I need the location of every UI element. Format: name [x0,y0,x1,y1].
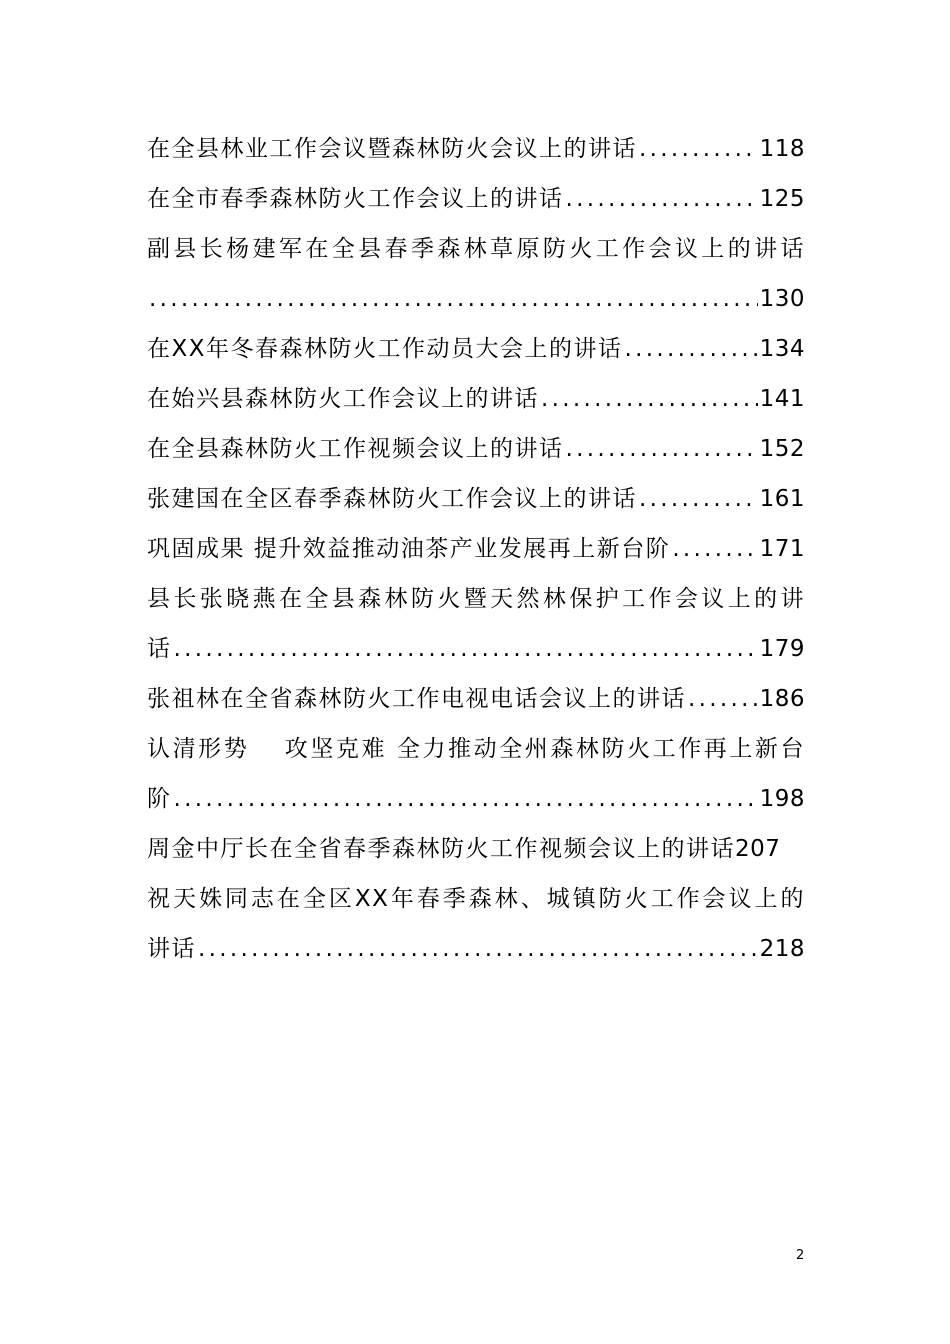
toc-entry-title: 在全县森林防火工作视频会议上的讲话 [147,436,564,462]
toc-entry-title: 在全市春季森林防火工作会议上的讲话 [147,186,564,212]
toc-leader-dots [198,924,758,974]
toc-line [147,924,805,974]
toc-entry-page: 141 [759,386,805,412]
toc-entry[interactable] [147,524,805,574]
toc-line [147,174,805,224]
toc-entry-title: 在全县林业工作会议暨森林防火会议上的讲话 [147,136,637,162]
toc-entry-title: 在XX年冬春森林防火工作动员大会上的讲话 [147,336,623,362]
toc-entry-page: 207 [735,836,781,862]
toc-leader-dots [639,124,758,174]
toc-leader-dots [625,324,758,374]
toc-entry-title: 张祖林在全省森林防火工作电视电话会议上的讲话 [147,686,686,712]
toc-entry[interactable] [147,724,805,824]
toc-entry-page: 118 [759,136,805,162]
toc-leader-dots [174,624,758,674]
toc-entry-title: 讲话 [147,936,196,962]
toc-entry[interactable] [147,324,805,374]
toc-line [147,474,805,524]
toc-line [147,424,805,474]
toc-entry-page: 186 [759,686,805,712]
toc-entry[interactable] [147,124,805,174]
toc-entry-page: 171 [759,536,805,562]
table-of-contents [147,124,805,974]
toc-entry-title-line1: 副县长杨建军在全县春季森林草原防火工作会议上的讲话 [147,236,805,262]
toc-entry-title: 话 [147,636,172,662]
toc-entry-page: 152 [759,436,805,462]
toc-entry[interactable] [147,474,805,524]
toc-leader-dots [566,174,758,224]
toc-entry-title: 在始兴县森林防火工作会议上的讲话 [147,386,539,412]
toc-entry[interactable] [147,674,805,724]
toc-line [147,774,805,824]
toc-leader-dots [174,774,758,824]
toc-line [147,524,805,574]
toc-entry[interactable] [147,574,805,674]
toc-entry[interactable] [147,874,805,974]
toc-line [147,374,805,424]
toc-entry-title-line1: 认清形势 攻坚克难 全力推动全州森林防火工作再上新台 [147,736,805,762]
toc-entry-page: 179 [759,636,805,662]
toc-entry-title: 阶 [147,786,172,812]
toc-entry-title: 巩固成果 提升效益推动油茶产业发展再上新台阶 [147,536,671,562]
toc-leader-dots [688,674,758,724]
toc-entry-title-line1: 县长张晓燕在全县森林防火暨天然林保护工作会议上的讲 [147,586,805,612]
toc-line [147,324,805,374]
toc-line [147,824,805,874]
toc-leader-dots [541,374,758,424]
toc-entry-page: 218 [759,936,805,962]
toc-entry-page: 134 [759,336,805,362]
page-number: 2 [796,1248,805,1263]
toc-line [147,124,805,174]
toc-entry[interactable] [147,174,805,224]
toc-entry-title: 周金中厅长在全省春季森林防火工作视频会议上的讲话 [147,836,735,862]
toc-line [147,674,805,724]
toc-entry-title-line1: 祝天姝同志在全区XX年春季森林、城镇防火工作会议上的 [147,886,805,912]
toc-leader-dots [149,274,758,324]
toc-entry-page: 161 [759,486,805,512]
toc-line [147,624,805,674]
toc-leader-dots [672,524,757,574]
toc-line [147,274,805,324]
toc-entry[interactable] [147,824,805,874]
toc-leader-dots [639,474,758,524]
toc-entry-page: 198 [759,786,805,812]
toc-entry[interactable] [147,374,805,424]
toc-entry[interactable] [147,224,805,324]
toc-entry[interactable] [147,424,805,474]
toc-entry-page: 125 [759,186,805,212]
toc-entry-page: 130 [759,286,805,312]
toc-entry-title: 张建国在全区春季森林防火工作会议上的讲话 [147,486,637,512]
toc-leader-dots [566,424,758,474]
